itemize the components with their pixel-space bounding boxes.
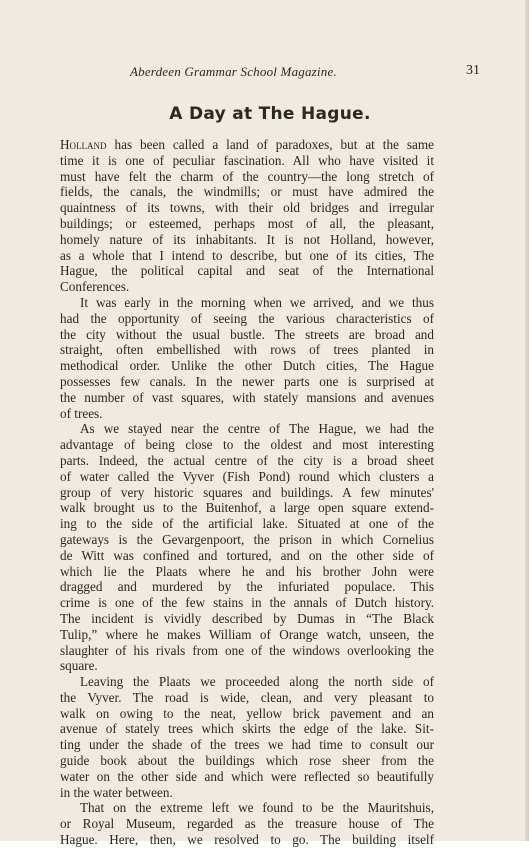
page-header (60, 64, 480, 84)
body-line: had the opportunity of seeing the various characteristics of (60, 310, 434, 326)
body-line: possesses few canals. In the newer parts one is surprised at (60, 373, 434, 389)
body-line: crime is one of the few stains in the annals of Dutch history. (60, 595, 434, 611)
body-line: buildings; or esteemed, perhaps most of all, the pleasant, (60, 215, 434, 231)
body-line: water on the other side and which were reflected so beautifully (60, 768, 434, 784)
body-line: ting under the shade of the trees we had time to consult our (60, 737, 434, 753)
body-line: fields, the canals, the windmills; or must have admired the (60, 184, 434, 200)
body-line: which lie the Plaats where he and his brother John were (60, 563, 434, 579)
body-line: walk on owing to the neat, yellow brick pavement and an (60, 705, 434, 721)
body-line: Tulip,” where he makes William of Orange watch, unseen, the (60, 626, 434, 642)
body-line: or Royal Museum, regarded as the treasure house of The (60, 816, 434, 832)
body-line: must have felt the charm of the country—the long stretch of (60, 168, 434, 184)
body-line: the city without the usual bustle. The streets are broad and (60, 326, 434, 342)
body-line: Conferences. (60, 279, 130, 295)
article-body (60, 137, 434, 848)
body-line: the Vyver. The road is wide, clean, and very pleasant to (60, 689, 434, 705)
body-line: That on the extreme left we found to be the Mauritshuis, (80, 800, 434, 816)
body-line: parts. Indeed, the actual centre of the city is a broad sheet (60, 452, 434, 468)
body-line: homely nature of its inhabitants. It is not Holland, however, (60, 231, 434, 247)
body-line: square. (60, 658, 98, 674)
body-line: It was early in the morning when we arrived, and we thus (80, 294, 434, 310)
body-line: As we stayed near the centre of The Hague, we had the (80, 421, 434, 437)
lead-word: Holland (60, 137, 107, 152)
body-line: de Witt was confined and tortured, and on the other side of (60, 547, 434, 563)
body-line: avenue of stately trees which skirts the edge of the lake. Sit- (60, 721, 434, 737)
body-line: guide book about the buildings which rose sheer from the (60, 753, 434, 769)
article-title: A Day at The Hague. (169, 104, 371, 124)
body-line: the number of vast squares, with stately mansions and avenues (60, 389, 434, 405)
body-line: Hague, the political capital and seat of the International (60, 263, 434, 279)
body-line: gateways is the Gevargenpoort, the prison in which Cornelius (60, 531, 434, 547)
body-line: straight, often embellished with rows of trees planted in (60, 342, 434, 358)
body-line: slaughter of his rivals from one of the windows overlooking the (60, 642, 434, 658)
body-line: of trees. (60, 405, 103, 421)
body-line: of water called the Vyver (Fish Pond) round which clusters a (60, 468, 434, 484)
body-line: Leaving the Plaats we proceeded along the north side of (80, 674, 434, 690)
body-line: advantage of being close to the oldest and most interesting (60, 437, 434, 453)
running-title: Aberdeen Grammar School Magazine. (130, 64, 337, 79)
page-number: 31 (466, 63, 480, 78)
body-line: ing to the side of the artificial lake. Situated at one of the (60, 516, 434, 532)
body-line: as a whole that I intend to describe, but one of its cities, The (60, 247, 434, 263)
body-line: walk brought us to the Buitenhof, a large open square extend- (60, 500, 434, 516)
body-line: The incident is vividly described by Dumas in “The Black (60, 610, 434, 626)
body-line: methodical order. Unlike the other Dutch cities, The Hague (60, 358, 434, 374)
body-line: dragged and murdered by the infuriated populace. This (60, 579, 434, 595)
body-line: quaintness of its towns, with their old bridges and irregular (60, 200, 434, 216)
body-line: time it is one of peculiar fascination. All who have visited it (60, 152, 434, 168)
body-line: in the water between. (60, 784, 173, 800)
body-line: Hague. Here, then, we resolved to go. The building itself (60, 832, 434, 848)
body-line: group of very historic squares and buildings. A few minutes' (60, 484, 434, 500)
body-line: Holland has been called a land of paradoxes, but at the same (60, 137, 434, 152)
